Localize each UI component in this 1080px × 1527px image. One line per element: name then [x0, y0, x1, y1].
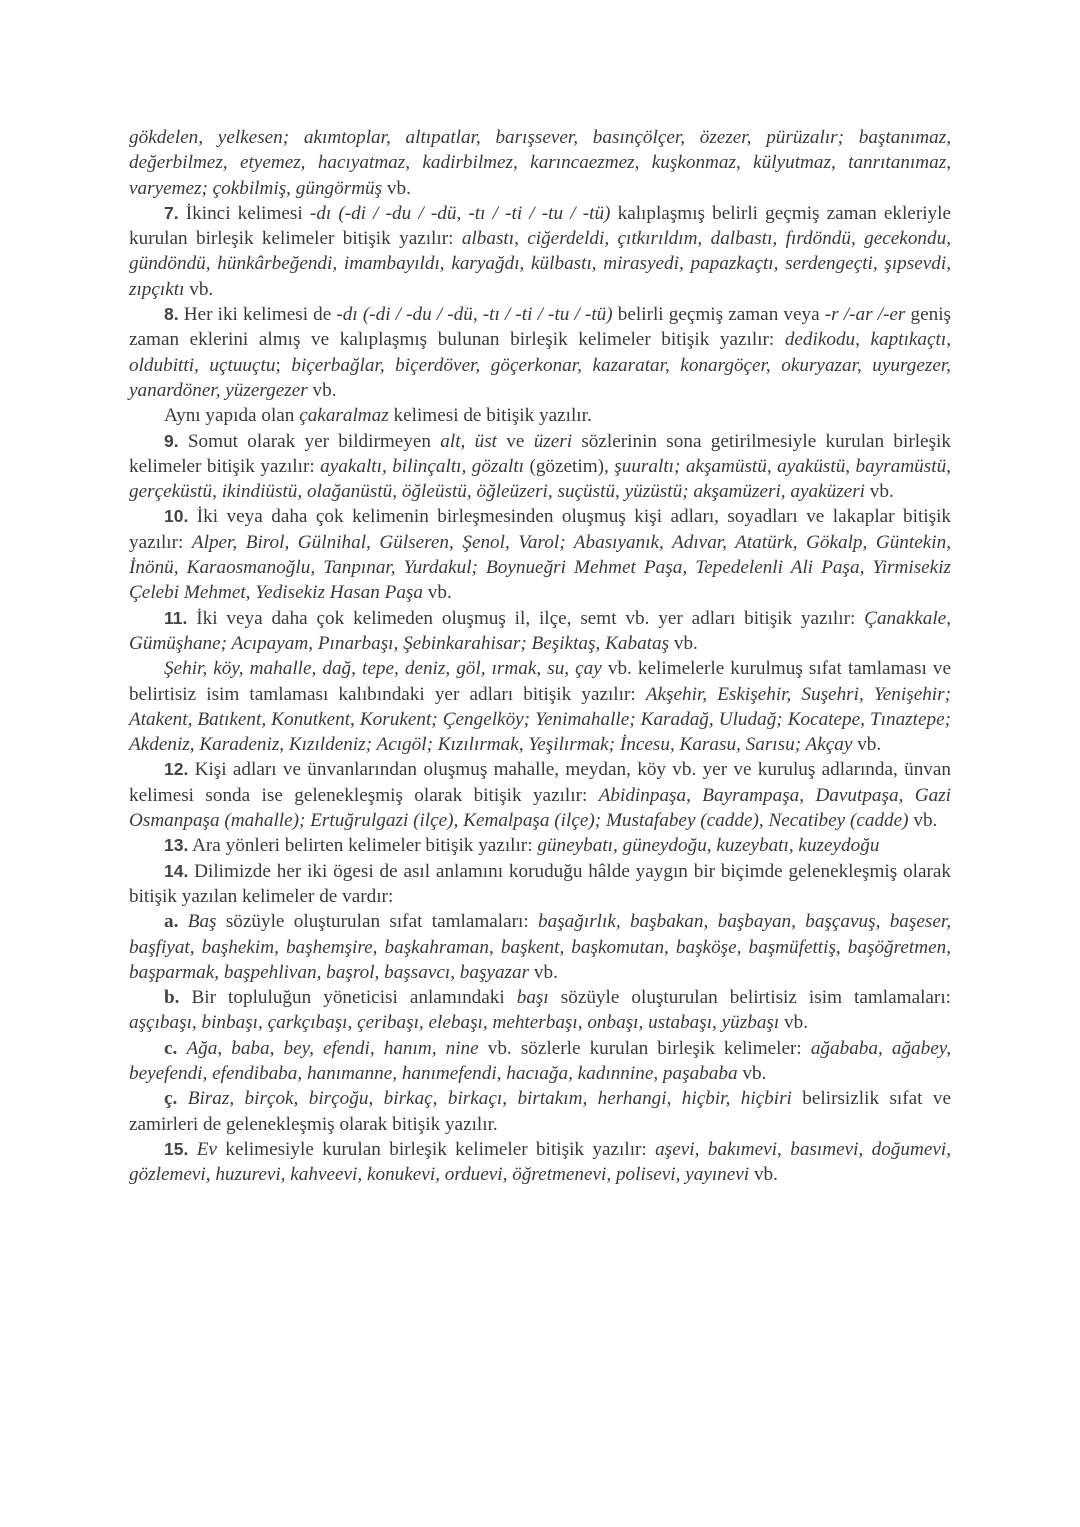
examples-text: albastı, ciğerdeldi, çıtkırıldım, dalbastı, fırdöndü, gecekondu, gündöndü, hünkârbeğendi, imambayıldı, karyağdı, külbastı, mirasyedi, papazkaçtı, serdengeçti, şıpsevdi, zıpçıktı — [129, 228, 951, 300]
rule-number: 15. — [164, 1138, 189, 1159]
rule-number: 13. — [164, 835, 189, 856]
rule-number: 7. — [164, 202, 179, 223]
paragraph-rule-12: 12. Kişi adları ve ünvanlarından oluşmuş mahalle, meydan, köy vb. yer ve kuruluş adlarında, ünvan kelimesi sonda ise gelenekleşmiş olarak bitişik yazılır: Abidinpaşa, Bayrampaşa, Davutpaşa, Gazi Osmanpaşa (mahalle); Ertuğrulgazi (ilçe), Kemalpaşa (ilçe); Mustafabey (cadde), Necatibey (cadde) vb. — [129, 759, 952, 832]
paragraph-rule-8-note: Aynı yapıda olan çakaralmaz kelimesi de bitişik yazılır. — [164, 405, 592, 427]
document-page — [129, 125, 951, 1187]
examples-text: Abidinpaşa, Bayrampaşa, Davutpaşa, Gazi Osmanpaşa (mahalle); Ertuğrulgazi (ilçe), Kemalpaşa (ilçe); Mustafabey (cadde), Necatibey (cadde) — [129, 784, 952, 832]
examples-text: aşevi, bakımevi, basımevi, doğumevi, gözlemevi, huzurevi, kahveevi, konukevi, orduevi, öğretmenevi, polisevi, yayınevi — [129, 1138, 952, 1186]
examples-text: şuuraltı; akşamüstü, ayaküstü, bayramüstü, gerçeküstü, ikindiüstü, olağanüstü, öğleüstü, öğleüzeri, suçüstü, yüzüstü; akşamüzeri, — [129, 455, 951, 503]
paragraph-rule-7: 7. İkinci kelimesi -dı (-di / -du / -dü, -tı / -ti / -tu / -tü) kalıplaşmış belirli geçmiş zaman ekleriyle kurulan birleşik kelimeler bitişik yazılır: albastı, ciğerdeldi, çıtkırıldım, dalbastı, fırdöndü, gecekondu, gündöndü, hünkârbeğendi, imambayıldı, karyağdı, külbastı, mirasyedi, papazkaçtı, serdengeçti, şıpsevdi, zıpçıktı vb. — [129, 202, 951, 300]
rule-number: 8. — [164, 304, 179, 325]
paragraph-rule-11-note: Şehir, köy, mahalle, dağ, tepe, deniz, göl, ırmak, su, çay vb. kelimelerle kurulmuş sıfat tamlaması ve belirtisiz isim tamlaması kalıbındaki yer adları bitişik yazılır: Akşehir, Eskişehir, Suşehri, Yenişehir; Atakent, Batıkent, Konutkent, Korukent; Çengelköy; Yenimahalle; Karadağ, Uludağ; Kocatepe, Tınaztepe; Akdeniz, Karadeniz, Kızıldeniz; Acıgöl; Kızılırmak, Yeşilırmak; İncesu, Karasu, Sarısu; Akçay vb. — [129, 658, 951, 756]
examples-text: başağırlık, başbakan, başbayan, başçavuş, başeser, başfiyat, başhekim, başhemşire, başkahraman, başkent, başkomutan, başköşe, başmüfettiş, başöğretmen, başparmak, başpehlivan, başrol, başsavcı, başyazar — [129, 911, 952, 983]
paragraph-rule-14-b: b. Bir topluluğun yöneticisi anlamındaki başı sözüyle oluşturulan belirtisiz isim tamlamaları: aşçıbaşı, binbaşı, çarkçıbaşı, çeribaşı, elebaşı, mehterbaşı, onbaşı, ustabaşı, yüzbaşı vb. — [129, 987, 951, 1034]
sub-item-label: a. — [164, 911, 179, 933]
examples-text: gökdelen, yelkesen; akımtoplar, altıpatlar, barışsever, basınçölçer, özezer, pürüzalır; baştanımaz, değerbilmez, etyemez, hacıyatmaz, kadirbilmez, karıncaezmez, kuşkonmaz, külyutmaz, tanrıtanımaz, varyemez; çokbilmiş, güngörmüş — [129, 127, 951, 199]
paragraph-rule-14: 14. Dilimizde her iki ögesi de asıl anlamını koruduğu hâlde yaygın bir biçimde gelenekleşmiş olarak bitişik yazılan kelimeler de vardır: — [129, 860, 951, 907]
paragraph-text: vb. — [382, 177, 411, 199]
paragraph-rule-13: 13. Ara yönleri belirten kelimeler bitişik yazılır: güneybatı, güneydoğu, kuzeybatı, kuzeydoğu — [164, 835, 880, 857]
examples-text: Akşehir, Eskişehir, Suşehri, Yenişehir; Atakent, Batıkent, Konutkent, Korukent; Çengelköy; Yenimahalle; Karadağ, Uludağ; Kocatepe, Tınaztepe; Akdeniz, Karadeniz, Kızıldeniz; Acıgöl; Kızılırmak, Yeşilırmak; İncesu, Karasu, Sarısu; Akçay — [129, 683, 951, 756]
paragraph-rule-8: 8. Her iki kelimesi de -dı (-di / -du / -dü, -tı / -ti / -tu / -tü) belirli geçmiş zaman veya -r /-ar /-er geniş zaman eklerini almış ve kalıplaşmış bulunan birleşik kelimeler bitişik yazılır: dedikodu, kaptıkaçtı, oldubitti, uçtuuçtu; biçerbağlar, biçerdöver, göçerkonar, kazaratar, konargöçer, okuryazar, uyurgezer, yanardöner, yüzergezer vb. — [129, 304, 952, 401]
sub-item-label: c. — [164, 1037, 178, 1059]
paragraph-rule-14-a: a. Baş sözüyle oluşturulan sıfat tamlamaları: başağırlık, başbakan, başbayan, başçavuş, başeser, başfiyat, başhekim, başhemşire, başkahraman, başkent, başkomutan, başköşe, başmüfettiş, başöğretmen, başparmak, başpehlivan, başrol, başsavcı, başyazar vb. — [129, 911, 952, 983]
paragraph-rule-11: 11. İki veya daha çok kelimeden oluşmuş il, ilçe, semt vb. yer adları bitişik yazılır: Çanakkale, Gümüşhane; Acıpayam, Pınarbaşı, Şebinkarahisar; Beşiktaş, Kabataş vb. — [129, 607, 951, 654]
examples-text: Biraz, birçok, birçoğu, birkaç, birkaçı, birtakım, herhangi, hiçbir, hiçbiri — [187, 1088, 792, 1110]
rule-number: 12. — [164, 759, 189, 780]
examples-text: ağababa, ağabey, beyefendi, efendibaba, hanımanne, hanımefendi, hacıağa, kadınnine, paşababa — [129, 1037, 952, 1084]
sub-item-label: ç. — [164, 1088, 178, 1110]
paragraph-rule-14-c: c. Ağa, baba, bey, efendi, hanım, nine vb. sözlerle kurulan birleşik kelimeler: ağababa, ağabey, beyefendi, efendibaba, hanımanne, hanımefendi, hacıağa, kadınnine, paşababa vb. — [129, 1037, 952, 1084]
paragraph-intro-examples — [129, 125, 951, 201]
examples-text: dedikodu, kaptıkaçtı, oldubitti, uçtuuçtu — [129, 329, 951, 376]
examples-text: aşçıbaşı, binbaşı, çarkçıbaşı, çeribaşı, elebaşı, mehterbaşı, onbaşı, ustabaşı, yüzbaşı — [129, 1012, 780, 1034]
examples-text: Alper, Birol, Gülnihal, Gülseren, Şenol, Varol; Abasıyanık, Adıvar, Atatürk, Gökalp, Güntekin, İnönü, Karaosmanoğlu, Tanpınar, Yurdakul; Boynueğri Mehmet Paşa, Tepedelenli Ali Paşa, Yirmisekiz Çelebi Mehmet, Yedisekiz Hasan Paşa — [129, 531, 951, 604]
rule-number: 11. — [164, 607, 188, 628]
paragraph-rule-10: 10. İki veya daha çok kelimenin birleşmesinden oluşmuş kişi adları, soyadları ve lakaplar bitişik yazılır: Alper, Birol, Gülnihal, Gülseren, Şenol, Varol; Abasıyanık, Adıvar, Atatürk, Gökalp, Güntekin, İnönü, Karaosmanoğlu, Tanpınar, Yurdakul; Boynueğri Mehmet Paşa, Tepedelenli Ali Paşa, Yirmisekiz Çelebi Mehmet, Yedisekiz Hasan Paşa vb. — [129, 506, 951, 604]
examples-text: Çanakkale, Gümüşhane; Acıpayam, Pınarbaşı, Şebinkarahisar; Beşiktaş, Kabataş — [129, 607, 951, 654]
sub-item-label: b. — [164, 987, 180, 1009]
examples-text: güneybatı, güneydoğu, kuzeybatı, kuzeydoğu — [537, 835, 880, 857]
rule-number: 9. — [164, 430, 179, 451]
examples-text: biçerbağlar, biçerdöver, göçerkonar, kazaratar, konargöçer, okuryazar, uyurgezer, yanardöner, yüzergezer — [129, 354, 951, 401]
rule-number: 14. — [164, 860, 189, 881]
rule-number: 10. — [164, 506, 189, 527]
paragraph-rule-9: 9. Somut olarak yer bildirmeyen alt, üst ve üzeri sözlerinin sona getirilmesiyle kurulan birleşik kelimeler bitişik yazılır: ayakaltı, bilinçaltı, gözaltı (gözetim), şuuraltı; akşamüstü, ayaküstü, bayramüstü, gerçeküstü, ikindiüstü, olağanüstü, öğleüstü, öğleüzeri, suçüstü, yüzüstü; akşamüzeri, ayaküzeri vb. — [129, 430, 951, 503]
paragraph-rule-15: 15. Ev kelimesiyle kurulan birleşik kelimeler bitişik yazılır: aşevi, bakımevi, basımevi, doğumevi, gözlemevi, huzurevi, kahveevi, konukevi, orduevi, öğretmenevi, polisevi, yayınevi vb. — [129, 1138, 952, 1186]
paragraph-rule-14-cedilla: ç. Biraz, birçok, birçoğu, birkaç, birkaçı, birtakım, herhangi, hiçbir, hiçbiri belirsizlik sıfat ve zamirleri de gelenekleşmiş olarak bitişik yazılır. — [129, 1088, 951, 1135]
